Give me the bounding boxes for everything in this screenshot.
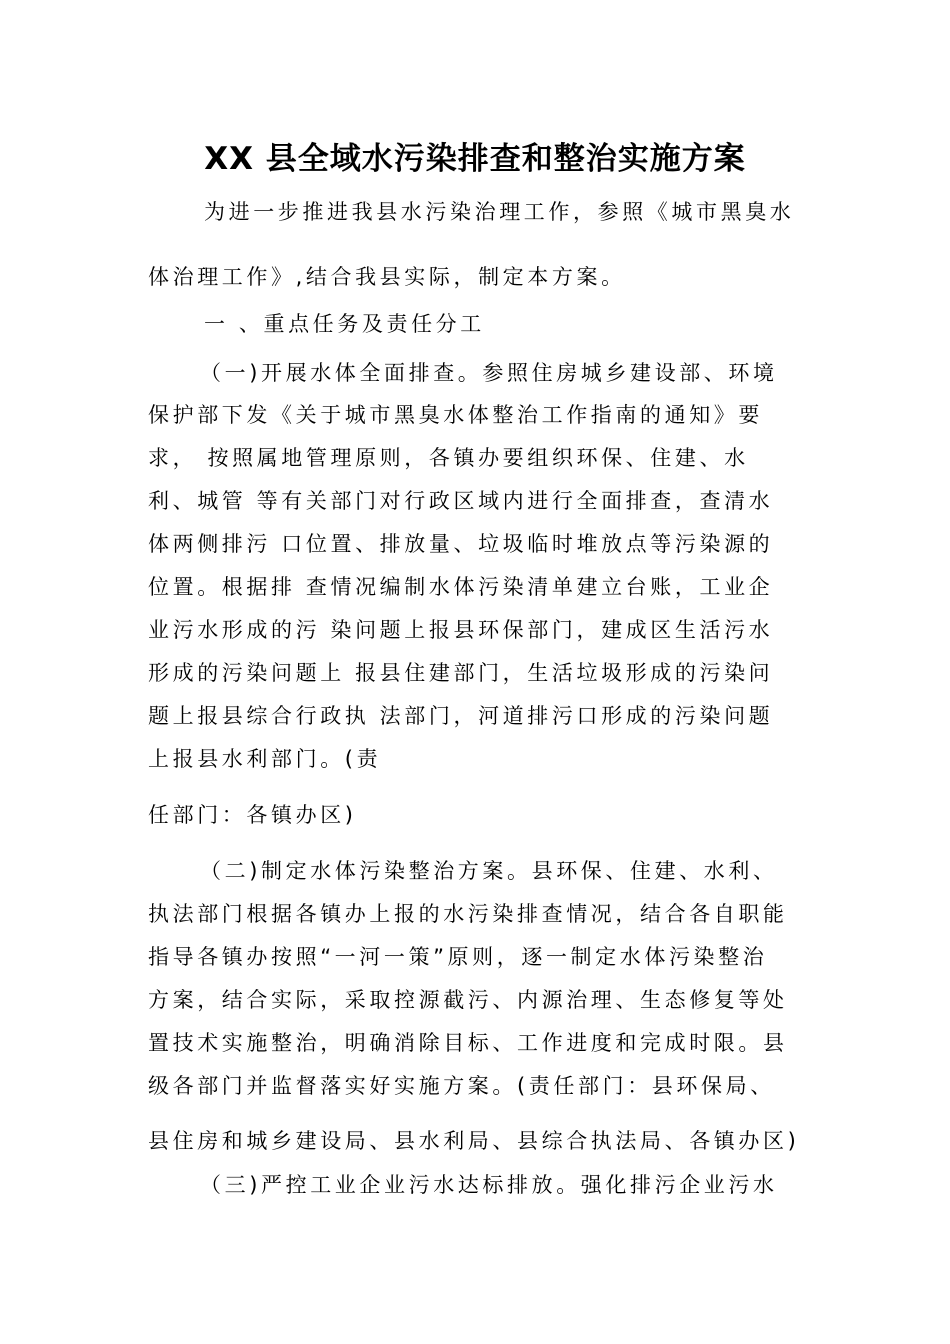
paragraph-line: 为进一步推进我县水污染治理工作，参照《城市黑臭水 bbox=[204, 200, 795, 224]
paragraph-line: 县住房和城乡建设局、县水利局、县综合执法局、各镇办区) bbox=[148, 1129, 800, 1153]
paragraph-line: 任部门：各镇办区) bbox=[148, 803, 357, 827]
paragraph-line: 置技术实施整治，明确消除目标、工作进度和完成时限。县 bbox=[148, 1031, 788, 1055]
paragraph-line: （一)开展水体全面排查。参照住房城乡建设部、环境 bbox=[200, 361, 778, 385]
document-title: XX 县全域水污染排查和整治实施方案 bbox=[204, 141, 746, 177]
paragraph-line: 体治理工作》,结合我县实际，制定本方案。 bbox=[148, 265, 626, 289]
paragraph-line: （三)严控工业企业污水达标排放。强化排污企业污水 bbox=[200, 1173, 778, 1197]
paragraph-line: 执法部门根据各镇办上报的水污染排查情况，结合各自职能 bbox=[148, 902, 788, 926]
paragraph-line: 位置。根据排 查情况编制水体污染清单建立台账，工业企 bbox=[148, 575, 774, 599]
paragraph-line: 利、城管 等有关部门对行政区域内进行全面排查，查清水 bbox=[148, 489, 774, 513]
paragraph-line: 题上报县综合行政执 法部门，河道排污口形成的污染问题 bbox=[148, 704, 774, 728]
paragraph-line: 方案，结合实际，采取控源截污、内源治理、生态修复等处 bbox=[148, 988, 788, 1012]
paragraph-line: 上报县水利部门。(责 bbox=[148, 747, 382, 771]
paragraph-line: 求， 按照属地管理原则，各镇办要组织环保、住建、水 bbox=[148, 446, 749, 470]
paragraph-line: 形成的污染问题上 报县住建部门，生活垃圾形成的污染问 bbox=[148, 661, 774, 685]
section-heading: 一 、重点任务及责任分工 bbox=[204, 312, 485, 336]
paragraph-line: 体两侧排污 口位置、排放量、垃圾临时堆放点等污染源的 bbox=[148, 532, 774, 556]
paragraph-line: 指导各镇办按照“一河一策”原则，逐一制定水体污染整治 bbox=[148, 945, 768, 969]
paragraph-line: 业污水形成的污 染问题上报县环保部门，建成区生活污水 bbox=[148, 618, 774, 642]
paragraph-line: 保护部下发《关于城市黑臭水体整治工作指南的通知》要 bbox=[148, 403, 763, 427]
paragraph-line: （二)制定水体污染整治方案。县环保、住建、水利、 bbox=[200, 859, 778, 883]
paragraph-line: 级各部门并监督落实好实施方案。(责任部门：县环保局、 bbox=[148, 1074, 775, 1098]
